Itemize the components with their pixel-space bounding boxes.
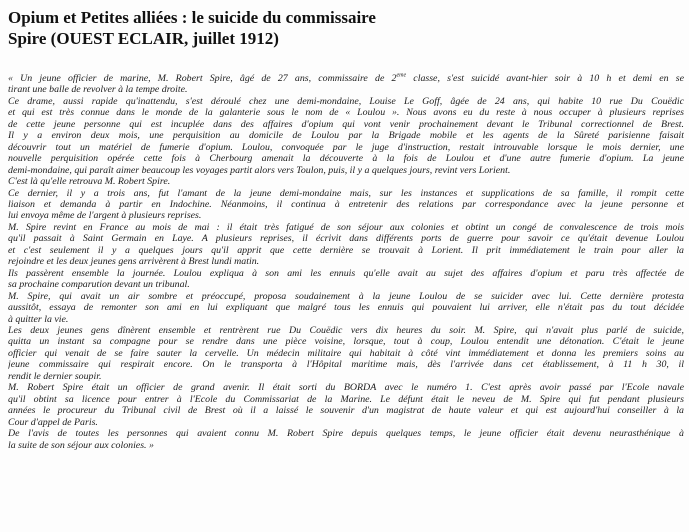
article-line: C'est là qu'elle retrouva M. Robert Spire. (8, 176, 171, 188)
opening-text-a: « Un jeune officier de marine, M. Robert Spire, âgé de 27 ans, commissaire de 2 (8, 73, 397, 84)
article-line: rejoindre et les deux jeunes gens arrivèrent à Brest lundi matin. (8, 256, 260, 268)
article-line: rendit le dernier soupir. (8, 370, 102, 382)
article-line: tirant une balle de revolver à la tempe droite. (8, 84, 188, 96)
article-line: Ce drame, aussi rapide qu'inattendu, s'est déroulé chez une demi-mondaine, Louise Le Goff, âgée de 24 ans, qui habite 10 rue Du Couëdic (8, 95, 684, 107)
article-line: et qui est très connue dans le monde de la galanterie sous le nom de « Loulou ». Nous avons eu du reste à nous occuper à plusieurs reprises (8, 107, 684, 119)
article-line: à quitter la vie. (8, 313, 69, 325)
opening-text-b: classe, s'est suicidé avant-hier soir à 10 h et demi en se (406, 73, 684, 84)
article-line: De l'avis de toutes les personnes qui avaient connu M. Robert Spire depuis quelques temps, le jeune officier était devenu neurasthénique à (8, 428, 684, 440)
article-line: M. Spire revint en France au mois de mai : il était très fatigué de son séjour aux colonies et obtint un congé de convalescence de trois mois (8, 221, 684, 233)
article-line: quitta un instant sa compagne pour se rendre dans une pièce voisine, lorsque, tout à coup, Loulou entendit une détonation. C'était le jeune (8, 336, 684, 348)
article-line: découvrir tout un matériel de fumerie d'opium. Loulou, convoquée par le juge d'instruction, restait introuvable lorsque le mois dernier, une (8, 141, 684, 153)
article-line: années le procureur du Tribunal civil de Brest où il a laissé le souvenir d'un magistrat de haute valeur et qui est aujourd'hui conseiller à la (8, 405, 684, 417)
article-line: demi-mondaine, qui paraît aimer beaucoup les voyages partit alors vers Toulon, puis, il y a quelques jours, revint vers Lorient. (8, 164, 511, 176)
article-line: jeune commissaire qui respirait encore. On le transporta à l'Hôpital maritime mais, dès l'arrivée dans cet établissement, à 11 h 30, il (8, 359, 684, 371)
article-line: aussitôt, essaya de remonter son ami en lui expliquant que malgré tous les ennuis qui pouvaient lui arriver, elle n'était pas du tout décidée (8, 302, 684, 314)
ordinal-superscript: ème (396, 73, 407, 79)
article-line: Ce dernier, il y a trois ans, fut l'amant de la jeune demi-mondaine mais, sur les instances et supplications de sa famille, il rompit cette (8, 187, 684, 199)
article-line: Les deux jeunes gens dînèrent ensemble et rentrèrent rue Du Couëdic vers dix heures du soir. M. Spire, qui n'avait plus parlé de suicide, (8, 324, 684, 336)
article-line: lui envoya même de l'argent à plusieurs reprises. (8, 210, 202, 222)
article-title (8, 7, 568, 49)
article-body (8, 73, 684, 451)
article-line: Il y a environ deux mois, une perquisition au domicile de Loulou par la Brigade mobile et les agents de la Sûreté parisienne faisait (8, 130, 684, 142)
article-line: sa prochaine comparution devant un tribunal. (8, 279, 190, 291)
article-line: M. Robert Spire était un officier de grand avenir. Il était sorti du BORDA avec le numéro 1. C'est après avoir passé par l'Ecole navale (8, 382, 684, 394)
article-line: de cette jeune personne qui est incuplée dans des affaires d'opium qui vont venir prochainement devant le Tribunal correctionnel de Brest. (8, 118, 684, 130)
article-line: la suite de son séjour aux colonies. » (8, 439, 154, 451)
article-line: et c'est seulement il y a quelques jours qu'il apprit que cette dernière se trouvait à Lorient. Il prit immédiatement le train pour aller la (8, 244, 684, 256)
article-line: M. Spire, qui avait un air sombre et préoccupé, proposa soudainement à la jeune Loulou de se suicider avec lui. Cette dernière protesta (8, 290, 684, 302)
article-line: liaison et demanda à partir en Indochine. Néanmoins, il continua à entretenir des relations par correspondance avec la jeune personne et (8, 198, 684, 210)
article-opening-line (8, 73, 684, 84)
article-line: officier qui venait de se faire sauter la cervelle. Un médecin militaire qui habitait à côté vint immédiatement et donna les premiers soins au (8, 347, 684, 359)
article-line: Cour d'appel de Paris. (8, 416, 98, 428)
article-line: nouvelle perquisition opérée cette fois à Cherbourg amenait la découverte à la fois de Loulou et d'une autre fumerie d'opium. La jeune (8, 153, 684, 165)
article-title-line-2: Spire (OUEST ECLAIR, juillet 1912) (8, 29, 279, 48)
article-line: Ils passèrent ensemble la journée. Loulou expliqua à son ami les ennuis qu'elle avait au sujet des affaires d'opium et paru très affectée de (8, 267, 684, 279)
article-line: qu'il obtint sa licence pour entrer à l'Ecole du Commissariat de la Marine. Le défunt était le neveu de M. Spire qui fut pendant plusieurs (8, 393, 684, 405)
article-title-line-1: Opium et Petites alliées : le suicide du commissaire (8, 8, 376, 27)
article-line: qu'il passait à Saint Germain en Laye. A plusieurs reprises, il écrivit dans différents ports de guerre pour savoir ce qu'était devenue Loulou (8, 233, 684, 245)
